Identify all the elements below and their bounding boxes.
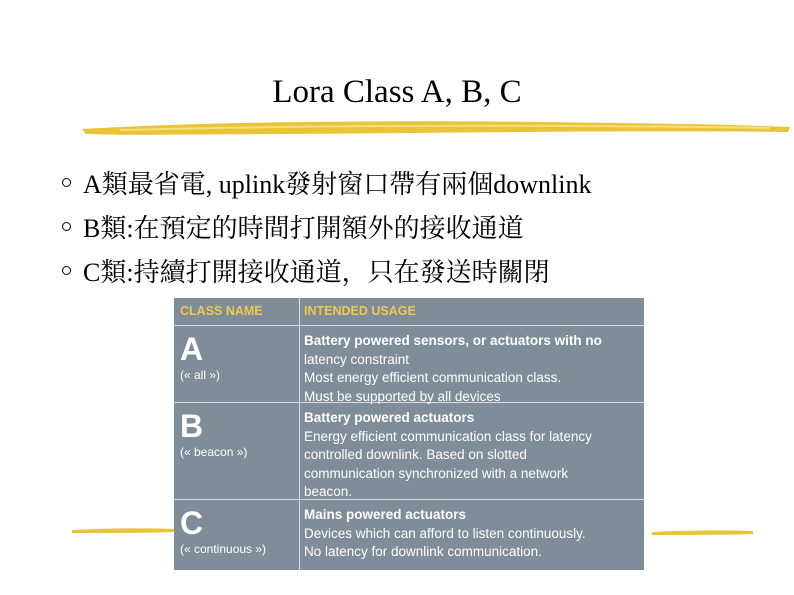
usage-line: controlled downlink. Based on slotted [304, 447, 527, 462]
footer-stroke-left [70, 525, 180, 535]
bullet-dot-icon [62, 222, 71, 231]
usage-title: Mains powered actuators [304, 507, 467, 522]
usage-cell [304, 500, 644, 570]
header-class-name: CLASS NAME [174, 298, 300, 325]
usage-line: communication synchronized with a network [304, 465, 569, 481]
class-cell [174, 403, 300, 500]
usage-cell [304, 403, 644, 506]
class-alias: (« all ») [180, 368, 221, 382]
table-row [174, 402, 644, 500]
class-alias: (« beacon ») [180, 445, 248, 459]
table-row [174, 499, 644, 570]
usage-title: Battery powered sensors, or actuators with no [304, 333, 602, 348]
class-cell [174, 326, 300, 403]
bullet-item [62, 204, 591, 248]
usage-line: No latency for downlink communication. [304, 544, 542, 559]
bullet-text: C類:持續打開接收通道，只在發送時關閉 [83, 257, 550, 287]
usage-line: beacon. [304, 484, 353, 499]
bullet-dot-icon [62, 266, 71, 275]
header-intended-usage: INTENDED USAGE [304, 304, 416, 318]
usage-line: Energy efficient communication class for latency [304, 428, 592, 444]
bullet-dot-icon [62, 178, 71, 187]
bullet-item [62, 160, 591, 204]
table-header-row [174, 298, 644, 325]
class-letter: B [180, 408, 204, 444]
footer-stroke-right [650, 527, 755, 537]
slide-title: Lora Class A, B, C [272, 74, 522, 110]
class-letter: C [180, 505, 204, 541]
usage-line: Must be supported by all devices [304, 388, 501, 404]
table-row [174, 325, 644, 403]
class-alias: (« continuous ») [180, 542, 267, 556]
title-underline-stroke [80, 116, 792, 138]
class-cell [174, 500, 300, 570]
usage-cell [304, 326, 644, 409]
bullet-item [62, 248, 591, 292]
bullet-list [62, 160, 591, 292]
class-letter: A [180, 331, 204, 367]
usage-line: Most energy efficient communication class. [304, 370, 562, 385]
usage-line: latency constraint [304, 351, 410, 367]
usage-line: Devices which can afford to listen continuously. [304, 525, 586, 541]
bullet-text: B類:在預定的時間打開額外的接收通道 [83, 213, 524, 243]
lora-class-table [174, 298, 644, 570]
usage-title: Battery powered actuators [304, 410, 475, 425]
bullet-text: A類最省電, uplink發射窗口帶有兩個downlink [83, 169, 592, 199]
